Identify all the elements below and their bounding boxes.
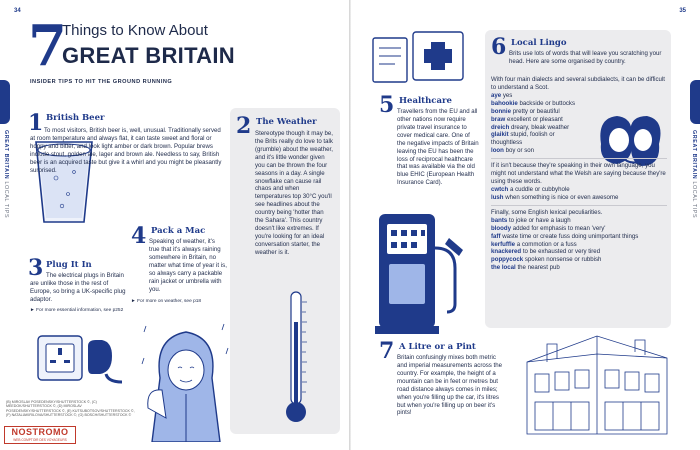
section-heading-litre: A Litre or a Pint <box>399 342 476 352</box>
watermark-main: NOSTROMO <box>11 427 69 437</box>
welsh-entry <box>491 186 667 194</box>
medical-documents-illustration <box>371 28 467 86</box>
section-number-1: 1 <box>28 110 44 136</box>
page-title: GREAT BRITAIN <box>62 43 235 68</box>
scots-meaning: yes <box>502 91 513 99</box>
side-label-sub: LOCAL TIPS <box>3 181 9 219</box>
scots-word: dreich <box>491 123 510 131</box>
thermometer-illustration <box>282 288 310 428</box>
scots-entry <box>491 131 587 147</box>
english-entry <box>491 256 667 264</box>
english-meaning: added for emphasis to mean 'very' <box>512 224 606 232</box>
section-heading-beer: British Beer <box>46 113 105 123</box>
plug-more-link[interactable]: ► For more essential information, see p252 <box>30 308 124 313</box>
english-word: kerfuffle <box>491 240 516 248</box>
section-number-4: 4 <box>131 223 147 249</box>
scots-word: loon <box>491 147 504 155</box>
side-label-sub-right: LOCAL TIPS <box>691 181 697 219</box>
lingo-divider-2 <box>491 205 667 206</box>
side-label-right <box>691 130 697 218</box>
english-entry <box>491 225 667 233</box>
litre-text: Britain confusingly mixes both metric and imperial measurements across the country. For example, the height of a mountain can be in feet or metres but road distance always comes in miles; when you're filling up the car, it's litres but when you're filling up on beer it's pints! <box>397 354 502 417</box>
welsh-intro: If it isn't because they're speaking in their own language, you might not understand what the Welsh are saying because they're using these words. <box>491 162 666 186</box>
scots-entry <box>491 108 587 116</box>
scots-entry <box>491 124 587 132</box>
nostromo-watermark <box>4 426 76 444</box>
section-number-3: 3 <box>28 255 44 281</box>
plug-text: The electrical plugs in Britain are unlike those in the rest of Europe, so bring a UK-specific plug adaptor. <box>30 272 126 303</box>
welsh-meaning: a cuddle or cubbyhole <box>509 185 570 193</box>
lingo-list <box>491 76 667 272</box>
scots-word-list <box>491 92 587 155</box>
english-word: bants <box>491 216 508 224</box>
english-meaning: a commotion or a fuss <box>516 240 577 248</box>
lingo-intro: Brits use lots of words that will leave you scratching your head. Here are some organised by country. <box>509 50 662 65</box>
scots-entry <box>491 92 587 100</box>
scots-meaning: backside or buttocks <box>519 99 576 107</box>
side-label-main: GREAT BRITAIN <box>3 130 9 180</box>
pub-building-illustration <box>517 322 677 442</box>
welsh-word: cwtch <box>491 185 509 193</box>
welsh-word-list <box>491 186 667 202</box>
mac-text: Speaking of weather, it's true that it's always raining somewhere in Britain, no matter what time of year it is, so always carry a packable rain jacket or umbrella with you. <box>149 238 227 293</box>
page-number-left: 34 <box>14 8 21 14</box>
page-subtitle: INSIDER TIPS TO HIT THE GROUND RUNNING <box>30 79 173 85</box>
scots-word: braw <box>491 115 506 123</box>
english-word: faff <box>491 232 501 240</box>
scots-entry <box>491 116 587 124</box>
scots-meaning: pretty or beautiful <box>512 107 560 115</box>
scots-word: bonnie <box>491 107 511 115</box>
welsh-word: lush <box>491 193 504 201</box>
scots-intro: With four main dialects and several subdialects, it can be difficult to understand a Scot. <box>491 76 665 91</box>
scots-entry <box>491 147 587 155</box>
english-meaning: waste time or create fuss doing unimportant things <box>502 232 639 240</box>
beer-text-content: To most visitors, British beer is, well, unusual. Traditionally served at room temperature and always flat, it can taste sweet and floral or hoppy and bitter, and look light amber or dark brown. Popular brews include stout, golden ale, lager and brown ale. Needless to say, British beer is an acquired taste but give it a whirl and you might be pleasantly surprised. <box>30 127 222 174</box>
scots-word: aye <box>491 91 502 99</box>
english-word-list <box>491 217 667 272</box>
scots-meaning: excellent or pleasant <box>506 115 563 123</box>
english-intro: Finally, some English lexical peculiarities. <box>491 208 603 216</box>
section-heading-plug: Plug It In <box>46 260 92 270</box>
weather-text: Stereotype though it may be, the Brits really do love to talk (grumble) about the weather, and it's little wonder given you can be thrown the four seasons in a day. A single snowflake can cause rail chaos and when temperatures top 30°C you'll see headlines about the country being 'hotter than the Sahara'. This country doesn't like extremes. If you're looking for an ideal conversation starter, the weather is it. <box>255 130 333 256</box>
title-small: Things to Know About <box>62 22 208 39</box>
section-heading-mac: Pack a Mac <box>151 226 206 236</box>
left-page <box>0 0 349 450</box>
page-number-right: 35 <box>679 8 686 14</box>
fuel-pump-illustration <box>375 208 469 338</box>
section-heading-healthcare: Healthcare <box>399 96 452 106</box>
side-tab-right <box>690 80 700 124</box>
scots-meaning: dreary, bleak weather <box>511 123 570 131</box>
scots-word: bahookie <box>491 99 518 107</box>
title-number: 7 <box>28 13 67 79</box>
healthcare-text: Travellers from the EU and all other nations now require private travel insurance to cover medical care. One of the negative impacts of Britain leaving the EU has been the loss of reciprocal healthcare that was available via the old blue EHIC (European Health Insurance Card). <box>397 108 479 187</box>
photo-credits: (B) MIROSLAV POSEDENSKY/SHUTTERSTOCK ©, (C) MEEDOK/SHUTTERSTOCK ©, (D) MIROSLAV POSEDENSKY/SHUTTERSTOCK ©, (E) KUTSUBOTSOV/SHUTTERSTOCK ©, (F) NATALIAKIRILOVA/SHUTTERSTOCK ©, (G) BOSCH/SHUTTERSTOCK © <box>6 400 135 418</box>
english-entry <box>491 233 667 241</box>
raincoat-person-illustration <box>140 318 232 442</box>
english-word: bloody <box>491 224 511 232</box>
right-page <box>351 0 700 450</box>
scots-word: glaikit <box>491 131 509 139</box>
beer-text <box>30 127 226 175</box>
english-entry <box>491 217 667 225</box>
english-meaning: to joke or have a laugh <box>508 216 571 224</box>
section-number-7: 7 <box>379 338 395 364</box>
english-entry <box>491 264 667 272</box>
section-heading-lingo: Local Lingo <box>511 38 567 48</box>
welsh-entry <box>491 194 667 202</box>
plug-socket-illustration <box>36 330 128 386</box>
english-meaning: the nearest pub <box>517 264 560 272</box>
side-tab-left <box>0 80 10 124</box>
english-meaning: spoken nonsense or rubbish <box>524 256 602 264</box>
english-meaning: to be exhausted or very tired <box>522 248 601 256</box>
watermark-sub: WEB COMPTOIR DES VOYAGEURS <box>13 438 67 442</box>
side-label-main-right: GREAT BRITAIN <box>691 130 697 180</box>
english-word: knackered <box>491 248 522 256</box>
section-heading-weather: The Weather <box>256 117 317 127</box>
scots-meaning: stupid, foolish or thoughtless <box>491 131 555 147</box>
english-word: the local <box>491 264 516 272</box>
section-number-6: 6 <box>491 34 507 60</box>
english-entry <box>491 241 667 249</box>
scots-meaning: boy or son <box>505 147 535 155</box>
mac-more-link[interactable]: ► For more on weather, see p18 <box>131 299 202 304</box>
side-label-left <box>3 130 9 218</box>
scots-entry <box>491 100 587 108</box>
english-entry <box>491 248 667 256</box>
section-number-2: 2 <box>236 113 252 139</box>
english-word: poppycock <box>491 256 524 264</box>
section-number-5: 5 <box>379 92 395 118</box>
welsh-meaning: when something is nice or even awesome <box>505 193 619 201</box>
lingo-divider <box>491 158 667 159</box>
